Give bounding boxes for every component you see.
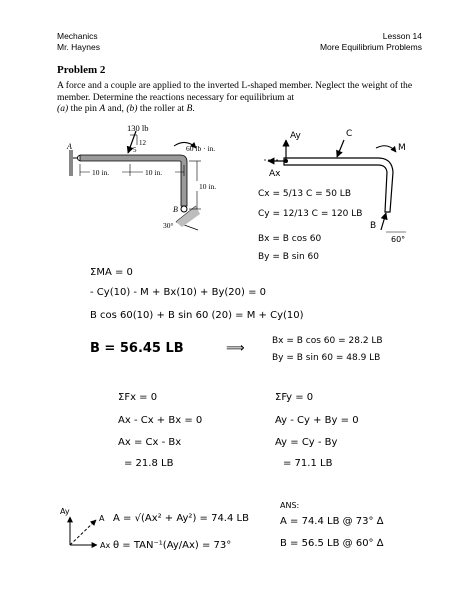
- fig-label-b: B: [173, 205, 178, 214]
- implies-arrow: ⟹: [226, 341, 245, 356]
- bx-result: Bx = B cos 60 = 28.2 LB: [272, 336, 383, 346]
- fy-l2: Ay = Cy - By: [275, 437, 338, 448]
- l-shaped-member: [80, 155, 187, 206]
- res-magnitude: A = √(Ax² + Ay²) = 74.4 LB: [113, 513, 249, 524]
- fy-l3: = 71.1 LB: [283, 458, 333, 469]
- fy-head: ΣFy = 0: [275, 392, 314, 403]
- fbd-ay: Ay: [290, 131, 301, 141]
- ans-a: A = 74.4 LB @ 73° ∆: [280, 516, 384, 527]
- end-text: .: [192, 103, 195, 114]
- problem-text-line1: A force and a couple are applied to the inverted L-shaped member. Neglect the weight of the: [57, 80, 413, 91]
- fig-angle: 30°: [163, 221, 174, 230]
- fbd-member: [284, 158, 393, 212]
- fbd-c: C: [346, 129, 353, 139]
- fbd-eq1: Cx = 5/13 C = 50 LB: [258, 189, 351, 199]
- slope-5: 5: [133, 146, 137, 154]
- res-ax: Ax: [100, 541, 111, 550]
- fbd-eq3: Bx = B cos 60: [258, 234, 322, 244]
- fbd-angle: 60°: [391, 235, 406, 244]
- fx-l1: Ax - Cx + Bx = 0: [118, 415, 203, 426]
- problem-title: Problem 2: [57, 64, 106, 76]
- roller-label: B: [186, 103, 193, 114]
- dim-3: 10 in.: [199, 182, 217, 191]
- res-angle: θ = TAN⁻¹(Ay/Ax) = 73°: [113, 540, 232, 551]
- roller-support-b: [176, 206, 200, 230]
- part-b-label: (b): [126, 103, 138, 114]
- problem-text-line2: member. Determine the reactions necessary for equilibrium at: [57, 91, 295, 103]
- moment-result: B = 56.45 LB: [90, 341, 184, 356]
- res-a: A: [99, 514, 105, 523]
- ans-b: B = 56.5 LB @ 60° ∆: [280, 538, 384, 549]
- course-name: Mechanics: [57, 31, 98, 41]
- and-text: and,: [105, 103, 127, 114]
- force-y-equations: [275, 392, 359, 469]
- moment-l2: B cos 60(10) + B sin 60 (20) = M + Cy(10): [90, 310, 304, 321]
- lesson-number: Lesson 14: [382, 31, 422, 41]
- teacher-name: Mr. Haynes: [57, 42, 100, 52]
- couple-label: 60 lb · in.: [186, 144, 216, 153]
- textbook-figure: [66, 123, 219, 230]
- by-result: By = B sin 60 = 48.9 LB: [272, 353, 381, 363]
- fbd-m: M: [398, 143, 406, 153]
- fx-l2: Ax = Cx - Bx: [118, 437, 182, 448]
- fig-label-a: A: [67, 142, 72, 151]
- lesson-title: More Equilibrium Problems: [319, 42, 422, 52]
- fbd-eq4: By = B sin 60: [258, 252, 320, 262]
- moment-equations: [90, 267, 383, 363]
- part-a-label: (a): [57, 103, 69, 114]
- slope-12: 12: [139, 139, 146, 147]
- res-ay: Ay: [60, 507, 70, 516]
- part-b-text: the roller at: [137, 103, 187, 114]
- resultant-section: [60, 501, 384, 551]
- fbd-eq2: Cy = 12/13 C = 120 LB: [258, 209, 363, 219]
- fy-l1: Ay - Cy + By = 0: [275, 415, 359, 426]
- part-a-text: the pin: [68, 103, 100, 114]
- fx-l3: = 21.8 LB: [124, 458, 174, 469]
- ans-head: ANS:: [280, 501, 300, 510]
- pin-label: A: [99, 103, 106, 114]
- moment-head: ΣMA = 0: [90, 267, 133, 278]
- force-x-equations: [118, 392, 202, 469]
- dim-2: 10 in.: [145, 168, 163, 177]
- fbd-ax: Ax: [269, 169, 281, 179]
- dim-1: 10 in.: [92, 168, 110, 177]
- moment-l1: - Cy(10) - M + Bx(10) + By(20) = 0: [90, 287, 266, 298]
- fx-head: ΣFx = 0: [118, 392, 158, 403]
- free-body-diagram: [258, 129, 406, 262]
- fbd-b: B: [370, 221, 377, 231]
- force-label: 130 lb: [127, 123, 149, 133]
